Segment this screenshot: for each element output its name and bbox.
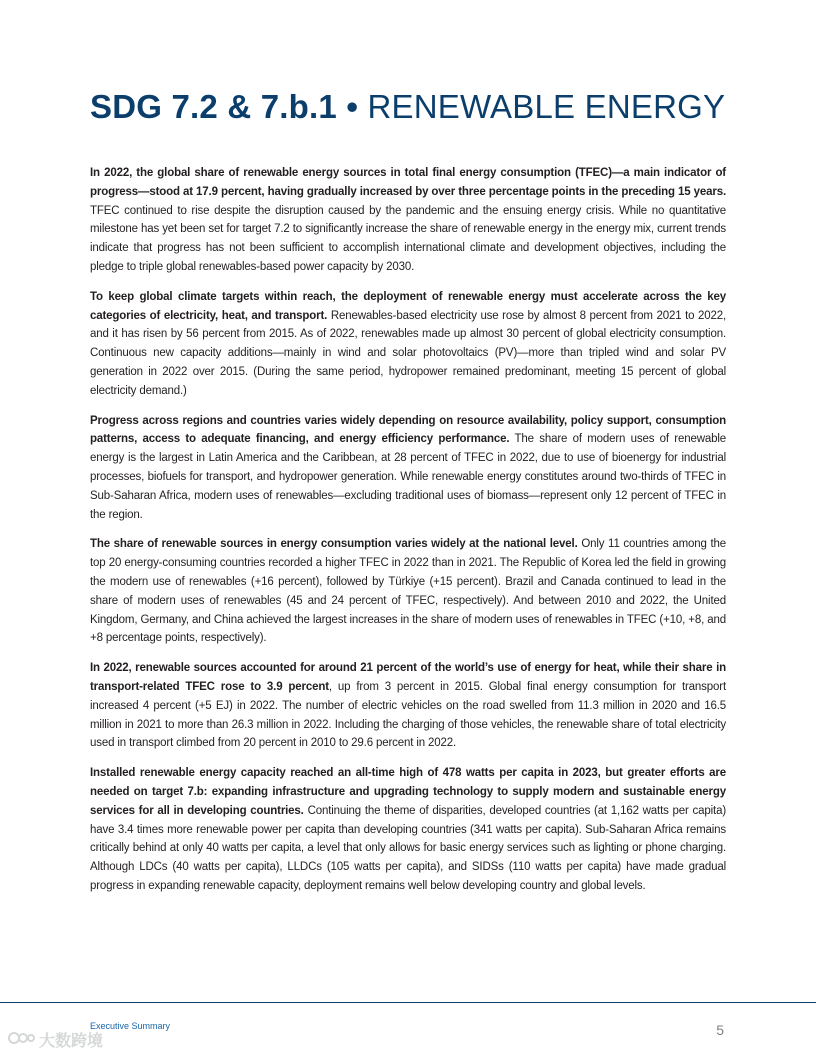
paragraph: [90, 164, 726, 277]
page-title: [90, 86, 725, 128]
paragraph-lead: Installed renewable energy capacity reached an all-time high of 478 watts per capita in 2023, but greater efforts are needed on target 7.b: expanding infrastructure and upgrading technology to supply modern and sustainable energy services for all in developing countries.: [90, 767, 726, 817]
paragraph: [90, 764, 726, 896]
paragraph: [90, 659, 726, 753]
watermark-text: 大数跨境: [39, 1033, 104, 1050]
paragraph-lead: To keep global climate targets within reach, the deployment of renewable energy must accelerate across the key categories of electricity, heat, and transport.: [90, 290, 726, 322]
title-code: SDG 7.2 & 7.b.1: [90, 88, 337, 125]
watermark: [8, 1028, 103, 1051]
paragraph-lead: Progress across regions and countries varies widely depending on resource availability, policy support, consumption patterns, access to adequate financing, and energy efficiency performance.: [90, 414, 726, 446]
paragraph: [90, 535, 726, 648]
watermark-logo-icon: [8, 1030, 36, 1049]
paragraph: [90, 288, 726, 401]
page-number: 5: [716, 1022, 724, 1038]
body-text: [90, 164, 726, 907]
paragraph-body: Renewables-based electricity use rose by almost 8 percent from 2021 to 2022, and it has risen by 56 percent from 2015. As of 2022, renewables made up almost 30 percent of global electricity consumption. Continuous new capacity additions—mainly in wind and solar photovoltaics (PV)—more than tripled wind and solar PV generation in 2022 over 2015. (During the same period, hydropower remained predominant, meeting 15 percent of global electricity demand.): [90, 309, 727, 397]
title-bullet: •: [346, 88, 359, 125]
paragraph-body: Continuing the theme of disparities, developed countries (at 1,162 watts per capita) have 3.4 times more renewable power per capita than developing countries (341 watts per capita). Sub-Saharan Africa remains critically behind at only 40 watts per capita, a level that only allows for basic energy services such as lighting or phone charging. Although LDCs (40 watts per capita), LLDCs (105 watts per capita), and SIDSs (110 watts per capita) have made gradual progress in expanding renewable capacity, deployment remains well below developing country and global levels.: [90, 804, 727, 892]
paragraph-body: TFEC continued to rise despite the disruption caused by the pandemic and the ensuing energy crisis. While no quantitative milestone has yet been set for target 7.2 to significantly increase the share of renewable energy in the energy mix, current trends indicate that progress has not been sufficient to accomplish international climate and development objectives, including the pledge to triple global renewables-based power capacity by 2030.: [90, 204, 726, 273]
paragraph-body: The share of modern uses of renewable energy is the largest in Latin America and the Caribbean, at 28 percent of TFEC in 2022, due to use of bioenergy for industrial processes, biofuels for transport, and hydropower generation. While renewable energy constitutes around two-thirds of TFEC in Sub-Saharan Africa, modern uses of renewables—excluding traditional uses of biomass—represent only 12 percent of TFEC in the region.: [90, 433, 726, 521]
footer-divider: [0, 1002, 816, 1003]
paragraph: [90, 412, 726, 525]
paragraph-body: Only 11 countries among the top 20 energy-consuming countries recorded a higher TFEC in 2022 than in 2021. The Republic of Korea led the field in growing the modern use of renewables (+16 percent), followed by Türkiye (+15 percent). Brazil and Canada continued to lead in the share of modern uses of renewables (45 and 24 percent of TFEC, respectively). And between 2010 and 2022, the United Kingdom, Germany, and China achieved the largest increases in the share of modern uses of renewables in TFEC (+10, +8, and +8 percentage points, respectively).: [90, 538, 726, 645]
footer-section-label: Executive Summary: [90, 1021, 171, 1031]
title-name: RENEWABLE ENERGY: [367, 88, 726, 125]
paragraph-lead: In 2022, renewable sources accounted for around 21 percent of the world’s use of energy for heat, while their share in transport-related TFEC rose to 3.9 percent: [90, 662, 726, 693]
paragraph-lead: In 2022, the global share of renewable energy sources in total final energy consumption (TFEC)—a main indicator of progress—stood at 17.9 percent, having gradually increased by over three percentage points in the preceding 15 years.: [90, 167, 726, 198]
paragraph-body: , up from 3 percent in 2015. Global final energy consumption for transport increased 4 percent (+5 EJ) in 2022. The number of electric vehicles on the road swelled from 11.3 million in 2020 and 16.5 million in 2021 to more than 26.3 million in 2022. Including the charging of those vehicles, the renewable share of total electricity used in transport climbed from 20 percent in 2010 to 29.6 percent in 2022.: [90, 680, 726, 750]
paragraph-lead: The share of renewable sources in energy consumption varies widely at the national level.: [90, 538, 578, 551]
